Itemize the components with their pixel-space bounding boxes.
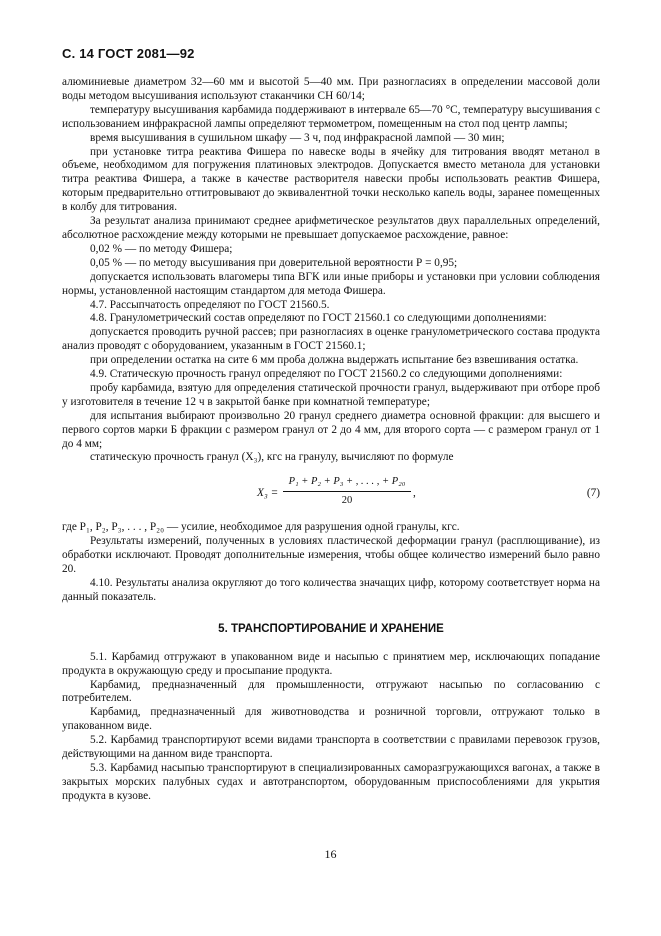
paragraph: допускается использовать влагомеры типа ВГК или иные приборы и установки при условии соблюдения нормы, установленной настоящим стандартом для метода Фишера.: [62, 270, 600, 297]
paragraph: температуру высушивания карбамида поддерживают в интервале 65—70 °С, температуру высушивания с использованием инфракрасной лампы определяют термометром, помещенным на стол под центр лампы;: [62, 103, 600, 130]
paragraph: Карбамид, предназначенный для животноводства и розничной торговли, отгружают только в упакованном виде.: [62, 706, 600, 733]
formula-lhs: X₃ =: [257, 487, 279, 500]
page-header: С. 14 ГОСТ 2081—92: [62, 46, 195, 61]
paragraph: Карбамид, предназначенный для промышленности, отгружают насыпью по согласованию с потребителем.: [62, 678, 600, 705]
paragraph: допускается проводить ручной рассев; при разногласиях в оценке гранулометрического состава продукта анализ проводят с оборудованием, указанным в ГОСТ 21560.1;: [62, 326, 600, 353]
formula-number: (7): [586, 487, 600, 500]
paragraph: алюминиевые диаметром 32—60 мм и высотой 5—40 мм. При разногласиях в определении массовой доли воды методом высушивания используют стаканчики СН 60/14;: [62, 76, 600, 102]
paragraph: 4.8. Гранулометрический состав определяют по ГОСТ 21560.1 со следующими дополнениями:: [90, 312, 547, 325]
paragraph: 5.2. Карбамид транспортируют всеми видами транспорта в соответствии с правилами перевозок грузов, действующими на данном виде транспорта.: [62, 734, 600, 761]
paragraph: Результаты измерений, полученных в условиях пластической деформации гранул (расплющивание), из обработки исключают. Проводят дополнительные измерения, чтобы общее количество измерений было равно 20.: [62, 535, 600, 576]
formula-7: [62, 475, 600, 515]
formula-numerator: P₁ + P₂ + P₃ + , . . . , + P₂₀: [283, 475, 411, 492]
paragraph: 0,05 % — по методу высушивания при доверительной вероятности Р = 0,95;: [90, 256, 458, 269]
paragraph: 0,02 % — по методу Фишера;: [90, 242, 233, 255]
paragraph: 4.9. Статическую прочность гранул определяют по ГОСТ 21560.2 со следующими дополнениями:: [90, 368, 563, 381]
paragraph: при определении остатка на сите 6 мм проба должна выдержать испытание без взвешивания остатка.: [90, 354, 579, 367]
paragraph: пробу карбамида, взятую для определения статической прочности гранул, выдерживают при отборе проб у изготовителя в течение 12 ч в закрытой банке при комнатной температуре;: [62, 381, 600, 408]
paragraph: 5.3. Карбамид насыпью транспортируют в специализированных саморазгружающихся вагонах, а также в закрытых морских палубных судах и автотранспортом, оборудованным приспособлениями для укрытия продукта в кузове.: [62, 761, 600, 802]
paragraph: при установке титра реактива Фишера по навеске воды в ячейку для титрования вводят метанол в объеме, необходимом для погружения платиновых электродов. Допускается вместо метанола для установки титра реактива Фишера, а также в качестве растворителя навески пробы использовать реактив Фишера, которым предварительно оттитровывают до эквивалентной точки несколько капель воды, заранее помещенных в колбу для титрования.: [62, 145, 600, 214]
paragraph: 5.1. Карбамид отгружают в упакованном виде и насыпью с принятием мер, исключающих попадание продукта в окружающую среду и просыпание продукта.: [62, 650, 600, 677]
page-number: 16: [324, 847, 337, 861]
paragraph: для испытания выбирают произвольно 20 гранул среднего диаметра основной фракции: для высшего и первого сортов марки Б фракции с размером гранул от 2 до 4 мм, для второго сорта — с размером гранул от 1 до 4 мм;: [62, 409, 600, 450]
paragraph: За результат анализа принимают среднее арифметическое результатов двух параллельных определений, абсолютное расхождение между которыми не превышает допускаемое расхождение, равное:: [62, 215, 600, 241]
formula-comma: ,: [413, 487, 416, 500]
paragraph: время высушивания в сушильном шкафу — 3 ч, под инфракрасной лампой — 30 мин;: [90, 131, 505, 144]
paragraph: 4.10. Результаты анализа округляют до того количества значащих цифр, которому соответствует норма на данный показатель.: [62, 577, 600, 603]
section-title: 5. ТРАНСПОРТИРОВАНИЕ И ХРАНЕНИЕ: [218, 622, 444, 635]
formula-fraction: [283, 475, 411, 508]
paragraph: 4.7. Рассыпчатость определяют по ГОСТ 21560.5.: [90, 298, 330, 311]
document-body: [62, 76, 600, 804]
formula-denominator: 20: [341, 495, 353, 507]
paragraph: где P₁, P₂, P₃, . . . , P₂₀ — усилие, необходимое для разрушения одной гранулы, кгс.: [62, 521, 460, 534]
paragraph: статическую прочность гранул (X₃), кгс на гранулу, вычисляют по формуле: [90, 451, 454, 464]
